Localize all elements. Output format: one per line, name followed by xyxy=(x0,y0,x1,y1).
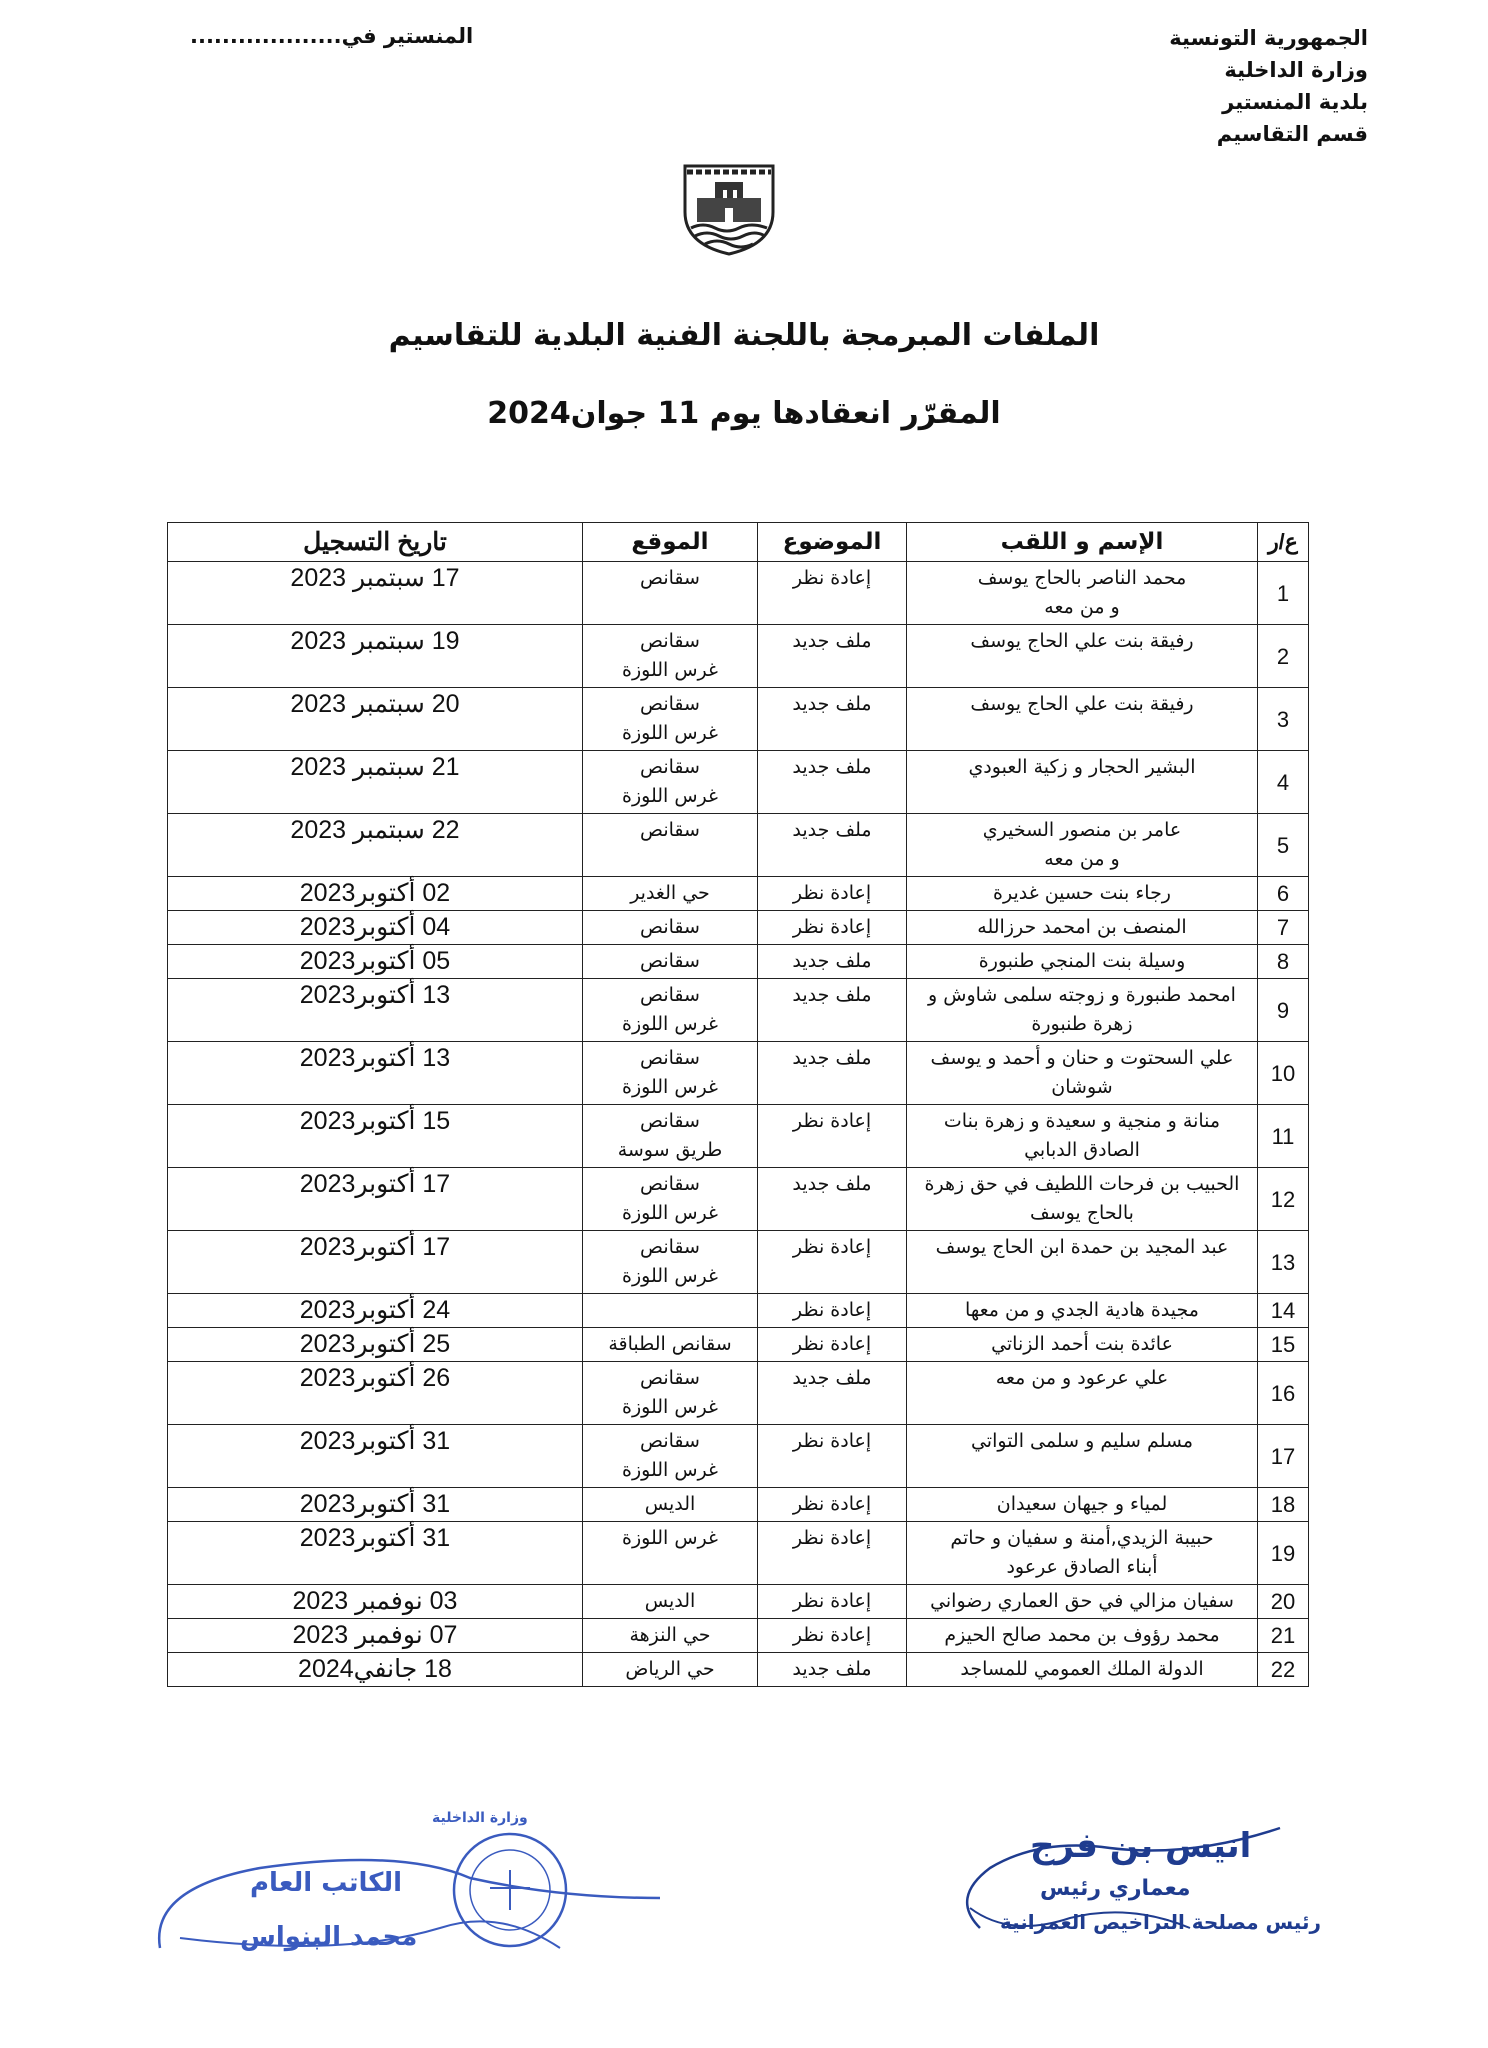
row-number: 5 xyxy=(1258,814,1309,877)
row-date: 24 أكتوبر2023 xyxy=(168,1294,583,1328)
row-date: 15 أكتوبر2023 xyxy=(168,1105,583,1168)
table-row xyxy=(168,1362,1309,1425)
table-row xyxy=(168,979,1309,1042)
row-number: 8 xyxy=(1258,945,1309,979)
row-subject: إعادة نظر xyxy=(758,1522,907,1585)
row-number: 10 xyxy=(1258,1042,1309,1105)
row-number: 17 xyxy=(1258,1425,1309,1488)
row-name: المنصف بن امحمد حرزالله xyxy=(907,911,1258,945)
row-site: سقانص xyxy=(583,814,758,877)
municipality-name: بلدية المنستير xyxy=(1222,90,1368,114)
row-site: سقانص غرس اللوزة xyxy=(583,688,758,751)
row-site: سقانص غرس اللوزة xyxy=(583,1168,758,1231)
row-site: سقانص غرس اللوزة xyxy=(583,1362,758,1425)
table-header-row xyxy=(168,523,1309,562)
row-site: حي الرياض xyxy=(583,1653,758,1687)
stamp-text: وزارة الداخلية xyxy=(432,1810,528,1826)
table-row xyxy=(168,911,1309,945)
row-subject: ملف جديد xyxy=(758,1042,907,1105)
row-site: سقانص غرس اللوزة xyxy=(583,1425,758,1488)
table-row xyxy=(168,1328,1309,1362)
ministry-name: وزارة الداخلية xyxy=(1224,58,1368,82)
row-subject: ملف جديد xyxy=(758,688,907,751)
row-number: 7 xyxy=(1258,911,1309,945)
row-date: 25 أكتوبر2023 xyxy=(168,1328,583,1362)
row-subject: إعادة نظر xyxy=(758,1294,907,1328)
row-number: 19 xyxy=(1258,1522,1309,1585)
table-row xyxy=(168,1168,1309,1231)
table-row xyxy=(168,751,1309,814)
country-name: الجمهورية التونسية xyxy=(1169,26,1368,50)
row-name: الدولة الملك العمومي للمساجد xyxy=(907,1653,1258,1687)
files-table xyxy=(167,522,1309,1687)
table-row xyxy=(168,1619,1309,1653)
table-row xyxy=(168,1522,1309,1585)
row-site: سقانص غرس اللوزة xyxy=(583,979,758,1042)
table-row xyxy=(168,1425,1309,1488)
row-site: سقانص xyxy=(583,945,758,979)
row-date: 31 أكتوبر2023 xyxy=(168,1425,583,1488)
table-body xyxy=(168,562,1309,1687)
row-number: 15 xyxy=(1258,1328,1309,1362)
document-subtitle: المقرّر انعقادها يوم 11 جوان2024 xyxy=(487,396,1001,431)
row-subject: إعادة نظر xyxy=(758,562,907,625)
row-site: سقانص غرس اللوزة xyxy=(583,625,758,688)
row-number: 13 xyxy=(1258,1231,1309,1294)
row-number: 20 xyxy=(1258,1585,1309,1619)
head-name: انيس بن فرج xyxy=(1030,1826,1252,1866)
row-site: سقانص الطباقة xyxy=(583,1328,758,1362)
table-row xyxy=(168,562,1309,625)
row-date: 03 نوفمبر 2023 xyxy=(168,1585,583,1619)
row-date: 17 أكتوبر2023 xyxy=(168,1231,583,1294)
letterhead xyxy=(1008,22,1368,150)
header-name: الإسم و اللقب xyxy=(907,523,1258,562)
row-subject: إعادة نظر xyxy=(758,1619,907,1653)
table-row xyxy=(168,945,1309,979)
row-site: الديس xyxy=(583,1488,758,1522)
head-role: معماري رئيس xyxy=(1040,1876,1191,1901)
row-date: 31 أكتوبر2023 xyxy=(168,1488,583,1522)
row-subject: ملف جديد xyxy=(758,751,907,814)
header-site: الموقع xyxy=(583,523,758,562)
row-date: 17 أكتوبر2023 xyxy=(168,1168,583,1231)
row-site: الديس xyxy=(583,1585,758,1619)
row-date: 26 أكتوبر2023 xyxy=(168,1362,583,1425)
row-number: 9 xyxy=(1258,979,1309,1042)
row-date: 13 أكتوبر2023 xyxy=(168,979,583,1042)
row-number: 12 xyxy=(1258,1168,1309,1231)
row-site xyxy=(583,1294,758,1328)
table-row xyxy=(168,1585,1309,1619)
secretary-name: محمد البنواس xyxy=(240,1922,418,1952)
row-name: رجاء بنت حسين غديرة xyxy=(907,877,1258,911)
row-subject: إعادة نظر xyxy=(758,911,907,945)
row-name: لمياء و جيهان سعيدان xyxy=(907,1488,1258,1522)
row-subject: إعادة نظر xyxy=(758,1328,907,1362)
header-num: ع/ر xyxy=(1258,523,1309,562)
row-name: عائدة بنت أحمد الزناتي xyxy=(907,1328,1258,1362)
row-site: سقانص غرس اللوزة xyxy=(583,751,758,814)
row-name: علي السحتوت و حنان و أحمد و يوسف شوشان xyxy=(907,1042,1258,1105)
row-site: سقانص طريق سوسة xyxy=(583,1105,758,1168)
row-subject: ملف جديد xyxy=(758,1362,907,1425)
secretary-signature-stamp xyxy=(140,1828,700,1978)
row-name: علي عرعود و من معه xyxy=(907,1362,1258,1425)
row-name: البشير الحجار و زكية العبودي xyxy=(907,751,1258,814)
row-subject: إعادة نظر xyxy=(758,877,907,911)
table-row xyxy=(168,625,1309,688)
head-title: رئيس مصلحة التراخيص العمرانية xyxy=(1000,1910,1321,1934)
row-number: 2 xyxy=(1258,625,1309,688)
row-site: سقانص غرس اللوزة xyxy=(583,1042,758,1105)
row-date: 21 سبتمبر 2023 xyxy=(168,751,583,814)
row-subject: ملف جديد xyxy=(758,979,907,1042)
row-name: عبد المجيد بن حمدة ابن الحاج يوسف xyxy=(907,1231,1258,1294)
header-subject: الموضوع xyxy=(758,523,907,562)
row-date: 05 أكتوبر2023 xyxy=(168,945,583,979)
row-name: امحمد طنبورة و زوجته سلمى شاوش و زهرة طنبورة xyxy=(907,979,1258,1042)
row-date: 13 أكتوبر2023 xyxy=(168,1042,583,1105)
table-row xyxy=(168,1653,1309,1687)
table-row xyxy=(168,1488,1309,1522)
row-number: 18 xyxy=(1258,1488,1309,1522)
row-number: 4 xyxy=(1258,751,1309,814)
row-name: مسلم سليم و سلمى التواتي xyxy=(907,1425,1258,1488)
table-row xyxy=(168,1294,1309,1328)
row-site: حي الغدير xyxy=(583,877,758,911)
row-name: رفيقة بنت علي الحاج يوسف xyxy=(907,688,1258,751)
table-row xyxy=(168,1042,1309,1105)
table-row xyxy=(168,688,1309,751)
row-site: سقانص xyxy=(583,911,758,945)
row-name: محمد رؤوف بن محمد صالح الحيزم xyxy=(907,1619,1258,1653)
row-subject: ملف جديد xyxy=(758,625,907,688)
secretary-title: الكاتب العام xyxy=(250,1868,403,1898)
row-name: عامر بن منصور السخيري و من معه xyxy=(907,814,1258,877)
row-date: 22 سبتمبر 2023 xyxy=(168,814,583,877)
row-number: 16 xyxy=(1258,1362,1309,1425)
row-subject: ملف جديد xyxy=(758,945,907,979)
municipality-emblem-icon xyxy=(677,160,781,256)
row-subject: ملف جديد xyxy=(758,1168,907,1231)
row-date: 19 سبتمبر 2023 xyxy=(168,625,583,688)
table-row xyxy=(168,1105,1309,1168)
row-name: محمد الناصر بالحاج يوسف و من معه xyxy=(907,562,1258,625)
row-date: 04 أكتوبر2023 xyxy=(168,911,583,945)
row-subject: إعادة نظر xyxy=(758,1488,907,1522)
row-name: منانة و منجية و سعيدة و زهرة بنات الصادق الدبابي xyxy=(907,1105,1258,1168)
row-number: 1 xyxy=(1258,562,1309,625)
row-date: 31 أكتوبر2023 xyxy=(168,1522,583,1585)
table-row xyxy=(168,877,1309,911)
row-number: 14 xyxy=(1258,1294,1309,1328)
department-name: قسم التقاسيم xyxy=(1216,122,1368,146)
row-subject: إعادة نظر xyxy=(758,1105,907,1168)
row-number: 21 xyxy=(1258,1619,1309,1653)
row-date: 17 سبتمبر 2023 xyxy=(168,562,583,625)
row-site: سقانص غرس اللوزة xyxy=(583,1231,758,1294)
table-row xyxy=(168,1231,1309,1294)
row-name: حبيبة الزيدي,أمنة و سفيان و حاتم أبناء الصادق عرعود xyxy=(907,1522,1258,1585)
document-title: الملفات المبرمجة باللجنة الفنية البلدية للتقاسيم xyxy=(388,318,1100,353)
row-subject: إعادة نظر xyxy=(758,1231,907,1294)
row-name: مجيدة هادية الجدي و من معها xyxy=(907,1294,1258,1328)
row-subject: إعادة نظر xyxy=(758,1585,907,1619)
row-site: سقانص xyxy=(583,562,758,625)
row-date: 20 سبتمبر 2023 xyxy=(168,688,583,751)
row-number: 6 xyxy=(1258,877,1309,911)
row-name: رفيقة بنت علي الحاج يوسف xyxy=(907,625,1258,688)
table-row xyxy=(168,814,1309,877)
row-number: 22 xyxy=(1258,1653,1309,1687)
row-number: 11 xyxy=(1258,1105,1309,1168)
row-name: سفيان مزالي في حق العماري رضواني xyxy=(907,1585,1258,1619)
row-name: الحبيب بن فرحات اللطيف في حق زهرة بالحاج يوسف xyxy=(907,1168,1258,1231)
row-subject: إعادة نظر xyxy=(758,1425,907,1488)
row-date: 02 أكتوبر2023 xyxy=(168,877,583,911)
row-date: 18 جانفي2024 xyxy=(168,1653,583,1687)
row-date: 07 نوفمبر 2023 xyxy=(168,1619,583,1653)
header-date: تاريخ التسجيل xyxy=(168,523,583,562)
row-site: غرس اللوزة xyxy=(583,1522,758,1585)
row-number: 3 xyxy=(1258,688,1309,751)
row-name: وسيلة بنت المنجي طنبورة xyxy=(907,945,1258,979)
place-date-line: المنستير في................... xyxy=(190,24,474,48)
row-subject: ملف جديد xyxy=(758,1653,907,1687)
row-site: حي النزهة xyxy=(583,1619,758,1653)
row-subject: ملف جديد xyxy=(758,814,907,877)
